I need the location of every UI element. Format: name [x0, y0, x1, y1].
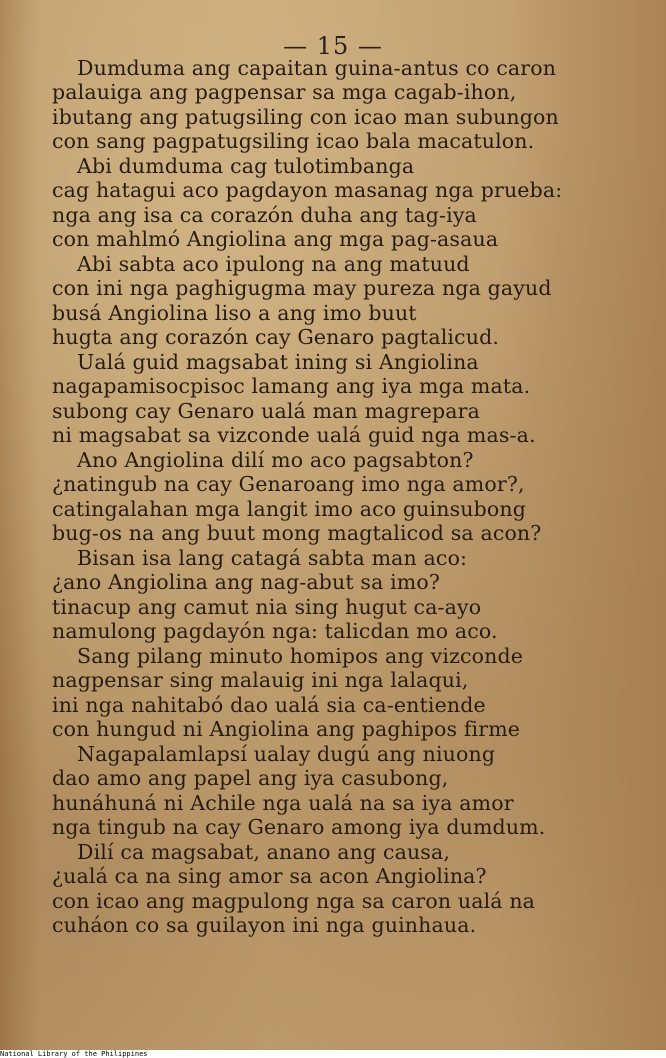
text-line: catingalahan mga langit imo aco guinsubong [52, 497, 526, 521]
text-line: busá Angiolina liso a ang imo buut [52, 301, 417, 325]
text-line: ¿ualá ca na sing amor sa acon Angiolina? [52, 864, 487, 888]
text-line: palauiga ang pagpensar sa mga cagab-ihon, [52, 80, 517, 104]
text-line: nga ang isa ca corazón duha ang tag-iya [52, 203, 477, 227]
text-line: Nagapalamlapsí ualay dugú ang niuong [77, 742, 496, 766]
text-line: ¿ano Angiolina ang nag-abut sa imo? [52, 570, 441, 594]
text-line: Ano Angiolina dilí mo aco pagsabton? [77, 448, 474, 472]
text-line: ibutang ang patugsiling con icao man subungon [52, 105, 559, 129]
footer-credit: National Library of the Philippines [0, 1050, 148, 1058]
text-line: nagpensar sing malauig ini nga lalaqui, [52, 668, 469, 692]
text-line: con hungud ni Angiolina ang paghipos firme [52, 717, 521, 741]
text-line: Dumduma ang capaitan guina-antus co caron [77, 56, 557, 80]
text-line: cag hatagui aco pagdayon masanag nga prueba: [52, 178, 563, 202]
text-line: Ualá guid magsabat ining si Angiolina [77, 350, 479, 374]
text-line: Abi dumduma cag tulotimbanga [77, 154, 415, 178]
text-line: ¿natingub na cay Genaroang imo nga amor?, [52, 472, 525, 496]
text-line: nagapamisocpisoc lamang ang iya mga mata. [52, 374, 531, 398]
text-line: con sang pagpatugsiling icao bala macatulon. [52, 129, 535, 153]
text-line: hunáhuná ni Achile nga ualá na sa iya amor [52, 791, 514, 815]
text-line: Abi sabta aco ipulong na ang matuud [77, 252, 470, 276]
text-line: Dilí ca magsabat, anano ang causa, [77, 840, 451, 864]
text-line: ini nga nahitabó dao ualá sia ca-entiende [52, 693, 486, 717]
text-line: cuháon co sa guilayon ini nga guinhaua. [52, 913, 477, 937]
page-number: — 15 — [283, 32, 383, 60]
text-line: tinacup ang camut nia sing hugut ca-ayo [52, 595, 482, 619]
text-line: nga tingub na cay Genaro among iya dumdum. [52, 815, 546, 839]
text-line: dao amo ang papel ang iya casubong, [52, 766, 449, 790]
text-line: con ini nga paghigugma may pureza nga gayud [52, 276, 552, 300]
text-line: bug-os na ang buut mong magtalicod sa acon? [52, 521, 542, 545]
text-line: con icao ang magpulong nga sa caron ualá na [52, 889, 536, 913]
text-line: Bisan isa lang catagá sabta man aco: [77, 546, 468, 570]
text-line: namulong pagdayón nga: talicdan mo aco. [52, 619, 498, 643]
text-line: Sang pilang minuto homipos ang vizconde [77, 644, 524, 668]
text-line: subong cay Genaro ualá man magrepara [52, 399, 481, 423]
text-line: con mahlmó Angiolina ang mga pag-asaua [52, 227, 499, 251]
text-line: hugta ang corazón cay Genaro pagtalicud. [52, 325, 500, 349]
text-line: ni magsabat sa vizconde ualá guid nga mas-a. [52, 423, 536, 447]
